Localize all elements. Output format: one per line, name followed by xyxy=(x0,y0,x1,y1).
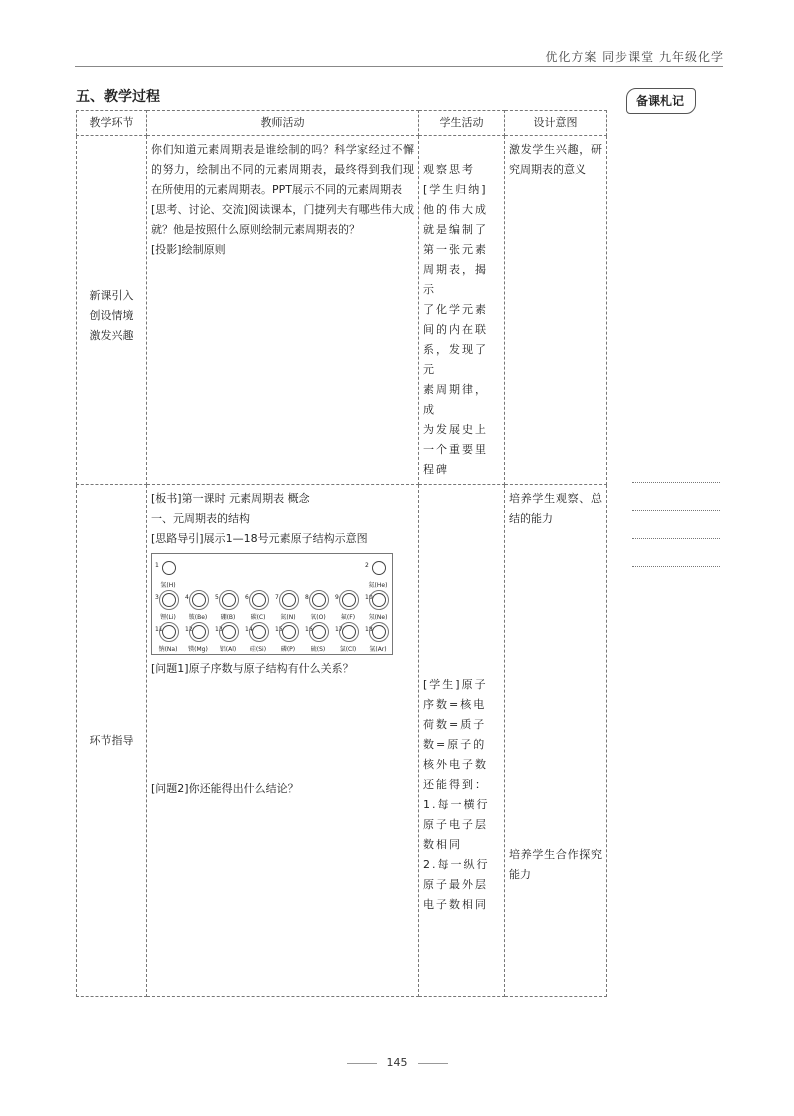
student-cell xyxy=(419,485,505,997)
teacher-paragraph: 你们知道元素周期表是谁绘制的吗？科学家经过不懈的努力，绘制出不同的元素周期表，最终得到我们现在所使用的元素周期表。PPT展示不同的元素周期表 xyxy=(151,143,414,196)
atom-number: 14 xyxy=(245,626,253,633)
atom-diagram-11 xyxy=(154,620,182,653)
atom-number: 2 xyxy=(365,562,369,569)
notes-badge xyxy=(626,84,706,120)
atom-name: 磷(P) xyxy=(280,646,296,653)
atom-name: 氢(H) xyxy=(160,582,176,589)
atom-diagram-3 xyxy=(154,588,182,621)
atom-name: 氦(He) xyxy=(368,582,388,589)
atom-number: 15 xyxy=(275,626,283,633)
atom-name: 硫(S) xyxy=(310,646,326,653)
teacher-paragraph: [板书]第一课时 元素周期表 概念 xyxy=(151,492,310,505)
atom-name: 氩(Ar) xyxy=(369,646,387,653)
intent-cell xyxy=(505,136,607,485)
student-line: 为发展史上 xyxy=(423,423,488,436)
outer-shell-icon xyxy=(159,622,179,642)
atom-number: 6 xyxy=(245,594,249,601)
outer-shell-icon xyxy=(249,590,269,610)
outer-shell-icon xyxy=(279,590,299,610)
student-line: 观察思考 xyxy=(423,163,475,176)
notes-label: 备课札记 xyxy=(636,94,685,108)
atom-diagram-4 xyxy=(184,588,212,621)
student-line: 1.每一横行 xyxy=(423,798,490,811)
atom-diagram-1 xyxy=(154,556,182,589)
atom-number: 11 xyxy=(155,626,163,633)
question-1: [问题1]原子序数与原子结构有什么关系？ xyxy=(151,662,354,675)
atom-number: 13 xyxy=(215,626,223,633)
student-line: 2.每一纵行 xyxy=(423,858,490,871)
col-header-stage: 教学环节 xyxy=(77,111,147,136)
atom-name: 碳(C) xyxy=(250,614,266,621)
teacher-cell xyxy=(147,136,419,485)
atom-number: 17 xyxy=(335,626,343,633)
atom-number: 1 xyxy=(155,562,159,569)
student-line: 周期表，揭示 xyxy=(423,263,488,296)
section-title: 五、教学过程 xyxy=(76,89,160,105)
atom-name: 氯(Cl) xyxy=(339,646,357,653)
intent-cell xyxy=(505,485,607,997)
intent-text: 激发学生兴趣，研究周期表的意义 xyxy=(509,143,602,176)
student-line: 数相同 xyxy=(423,838,462,851)
atom-number: 10 xyxy=(365,594,373,601)
student-line: [学生归纳] xyxy=(423,183,488,196)
student-line: 素周期律，成 xyxy=(423,383,488,416)
student-line: 原子电子层 xyxy=(423,818,488,831)
intent-text: 培养学生观察、总结的能力 xyxy=(509,492,602,525)
atom-diagram-7 xyxy=(274,588,302,621)
student-line: 序数=核电 xyxy=(423,698,487,711)
teaching-process-table xyxy=(76,110,607,997)
student-line: 荷数=质子 xyxy=(423,718,487,731)
outer-shell-icon xyxy=(279,622,299,642)
teacher-paragraph: [投影]绘制原则 xyxy=(151,243,226,256)
student-line: 还能得到： xyxy=(423,778,488,791)
atom-diagram-15 xyxy=(274,620,302,653)
note-line xyxy=(632,483,720,511)
outer-shell-icon xyxy=(339,622,359,642)
student-line: 系，发现了元 xyxy=(423,343,488,376)
atom-diagram-9 xyxy=(334,588,362,621)
atom-name: 氮(N) xyxy=(280,614,296,621)
table-header-row xyxy=(77,111,607,136)
atom-diagram-14 xyxy=(244,620,272,653)
student-line: 了化学元素 xyxy=(423,303,488,316)
student-line: 他的伟大成 xyxy=(423,203,488,216)
note-line xyxy=(632,455,720,483)
outer-shell-icon xyxy=(159,590,179,610)
atom-number: 5 xyxy=(215,594,219,601)
atom-name: 硅(Si) xyxy=(249,646,267,653)
outer-shell-icon xyxy=(309,622,329,642)
table-row xyxy=(77,485,607,997)
note-line xyxy=(632,511,720,539)
outer-shell-icon xyxy=(249,622,269,642)
col-header-intent: 设计意图 xyxy=(505,111,607,136)
student-line: 就是编制了 xyxy=(423,223,488,236)
stage-cell xyxy=(77,136,147,485)
teacher-paragraph: [思路导引]展示1—18号元素原子结构示意图 xyxy=(151,532,368,545)
col-header-student: 学生活动 xyxy=(419,111,505,136)
student-line: 程碑 xyxy=(423,463,449,476)
teacher-paragraph: [思考、讨论、交流]阅读课本，门捷列夫有哪些伟大成就？他是按照什么原则绘制元素周期表的？ xyxy=(151,203,414,236)
running-header: 优化方案 同步课堂 九年级化学 xyxy=(545,50,724,64)
atom-diagram-8 xyxy=(304,588,332,621)
stage-cell xyxy=(77,485,147,997)
outer-shell-icon xyxy=(189,622,209,642)
atom-name: 锂(Li) xyxy=(160,614,176,621)
atom-name: 硼(B) xyxy=(220,614,236,621)
atom-diagram-13 xyxy=(214,620,242,653)
intent-text: 培养学生合作探究能力 xyxy=(509,848,602,881)
header-divider xyxy=(75,66,723,67)
outer-shell-icon xyxy=(219,590,239,610)
atom-diagram-2 xyxy=(364,556,392,589)
outer-shell-icon xyxy=(219,622,239,642)
student-line: 核外电子数 xyxy=(423,758,488,771)
atom-number: 12 xyxy=(185,626,193,633)
student-line: [学生]原子 xyxy=(423,678,488,691)
outer-shell-icon xyxy=(369,622,389,642)
atom-number: 3 xyxy=(155,594,159,601)
atomic-structure-diagram xyxy=(151,553,393,655)
notes-lines xyxy=(632,455,720,567)
stage-label: 新课引入 创设情境 激发兴趣 xyxy=(89,289,134,342)
table-row xyxy=(77,136,607,485)
atom-diagram-10 xyxy=(364,588,392,621)
note-line xyxy=(632,539,720,567)
atom-number: 9 xyxy=(335,594,339,601)
student-cell xyxy=(419,136,505,485)
atom-diagram-18 xyxy=(364,620,392,653)
atom-diagram-16 xyxy=(304,620,332,653)
atom-diagram-5 xyxy=(214,588,242,621)
electron-shell-icon xyxy=(162,561,176,575)
atom-name: 钠(Na) xyxy=(158,646,178,653)
atom-diagram-12 xyxy=(184,620,212,653)
atom-name: 铝(Al) xyxy=(219,646,237,653)
atom-number: 18 xyxy=(365,626,373,633)
question-2: [问题2]你还能得出什么结论？ xyxy=(151,782,299,795)
atom-diagram-6 xyxy=(244,588,272,621)
outer-shell-icon xyxy=(339,590,359,610)
atom-diagram-17 xyxy=(334,620,362,653)
atom-name: 铍(Be) xyxy=(188,614,208,621)
atom-number: 8 xyxy=(305,594,309,601)
outer-shell-icon xyxy=(189,590,209,610)
col-header-teacher: 教师活动 xyxy=(147,111,419,136)
atom-number: 16 xyxy=(305,626,313,633)
outer-shell-icon xyxy=(309,590,329,610)
page-number xyxy=(0,1056,794,1069)
stage-label: 环节指导 xyxy=(89,733,134,747)
atom-name: 氧(O) xyxy=(310,614,326,621)
student-line: 间的内在联 xyxy=(423,323,488,336)
student-line: 电子数相同 xyxy=(423,898,488,911)
student-line: 一个重要里 xyxy=(423,443,488,456)
page-number-text: 145 xyxy=(386,1056,408,1069)
student-line: 数=原子的 xyxy=(423,738,487,751)
outer-shell-icon xyxy=(369,590,389,610)
teacher-cell xyxy=(147,485,419,997)
atom-name: 镁(Mg) xyxy=(188,646,208,653)
student-line: 第一张元素 xyxy=(423,243,488,256)
atom-name: 氟(F) xyxy=(340,614,356,621)
electron-shell-icon xyxy=(372,561,386,575)
student-line: 原子最外层 xyxy=(423,878,488,891)
atom-number: 4 xyxy=(185,594,189,601)
atom-number: 7 xyxy=(275,594,279,601)
atom-name: 氖(Ne) xyxy=(368,614,388,621)
teacher-paragraph: 一、元周期表的结构 xyxy=(151,512,250,525)
